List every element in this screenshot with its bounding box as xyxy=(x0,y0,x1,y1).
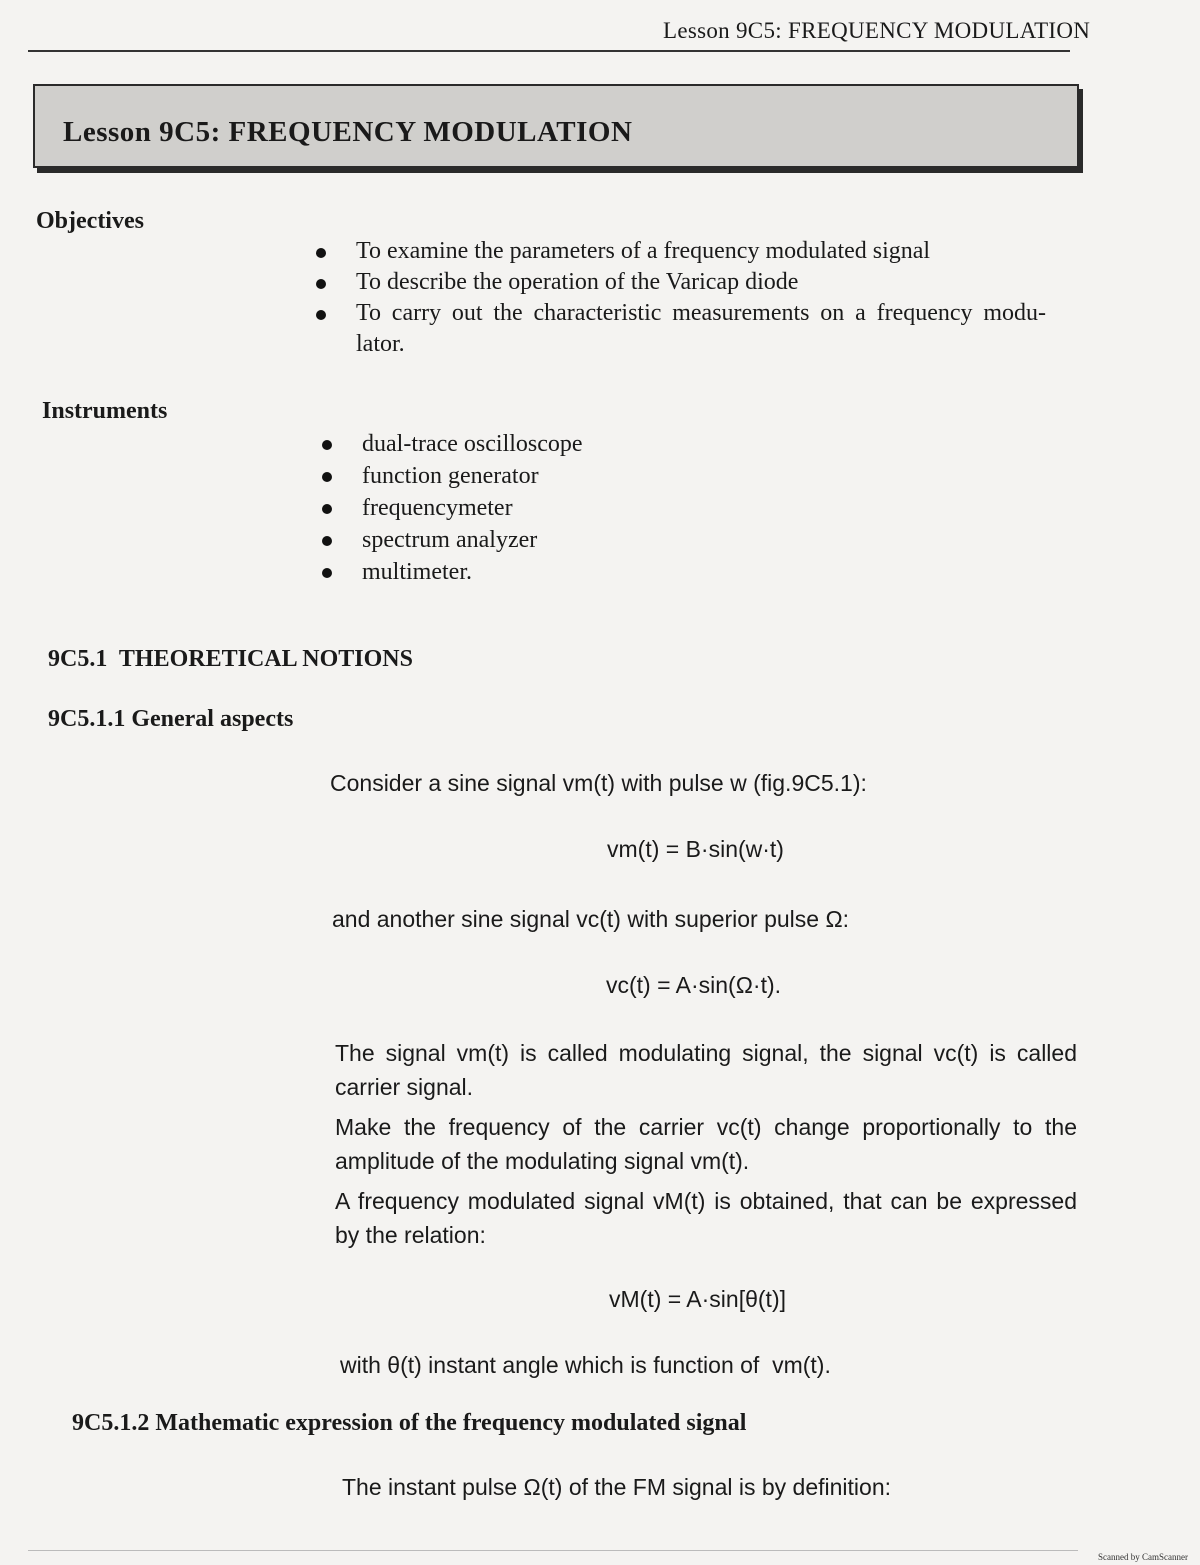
list-item: To carry out the characteristic measurements on a frequency modu-lator. xyxy=(356,298,1046,360)
list-item: To describe the operation of the Varicap diode xyxy=(356,267,1046,298)
list-item: To examine the parameters of a frequency modulated signal xyxy=(356,236,1046,267)
paragraph-instant-pulse: The instant pulse Ω(t) of the FM signal is by definition: xyxy=(342,1474,892,1500)
text-line: A frequency modulated signal vM(t) is obtained, that can be expressed by the relation: xyxy=(335,1188,1077,1248)
equation-vM: vM(t) = A·sin[θ(t)] xyxy=(609,1286,786,1312)
subsection-heading-math: 9C5.1.2 Mathematic expression of the frequency modulated signal xyxy=(72,1410,747,1436)
scanner-watermark: Scanned by CamScanner xyxy=(1098,1552,1188,1562)
text-line: The signal vm(t) is called modulating signal, the signal vc(t) is called carrier signal. xyxy=(335,1040,1077,1100)
objectives-label: Objectives xyxy=(36,208,144,234)
equation-vm: vm(t) = B·sin(w·t) xyxy=(607,836,784,862)
paragraph-instant-angle: with θ(t) instant angle which is function of vm(t). xyxy=(340,1352,831,1378)
bullet-icon xyxy=(316,279,326,289)
paragraph-carrier: and another sine signal vc(t) with superior pulse Ω: xyxy=(332,906,850,932)
running-header: Lesson 9C5: FREQUENCY MODULATION xyxy=(663,18,1091,43)
list-item: function generator xyxy=(362,460,762,492)
list-item: multimeter. xyxy=(362,556,762,588)
equation-vc: vc(t) = A·sin(Ω·t). xyxy=(606,972,782,998)
header-rule xyxy=(28,50,1070,52)
instruments-list xyxy=(362,428,762,588)
paragraph-modulating: Consider a sine signal vm(t) with pulse w (fig.9C5.1): xyxy=(330,770,867,796)
lesson-title: Lesson 9C5: FREQUENCY MODULATION xyxy=(63,116,633,148)
instruments-label: Instruments xyxy=(42,398,168,424)
bullet-icon xyxy=(322,504,332,514)
bullet-icon xyxy=(322,536,332,546)
bullet-icon xyxy=(322,440,332,450)
objectives-list xyxy=(356,236,1046,360)
list-item: spectrum analyzer xyxy=(362,524,762,556)
bullet-icon xyxy=(316,310,326,320)
list-item: frequencymeter xyxy=(362,492,762,524)
bullet-icon xyxy=(322,568,332,578)
list-item: dual-trace oscilloscope xyxy=(362,428,762,460)
subsection-heading-general: 9C5.1.1 General aspects xyxy=(48,706,294,732)
bullet-icon xyxy=(322,472,332,482)
paragraph-definitions xyxy=(335,1036,1077,1252)
footer-rule xyxy=(28,1550,1078,1551)
bullet-icon xyxy=(316,248,326,258)
section-heading-theoretical: 9C5.1 THEORETICAL NOTIONS xyxy=(48,646,413,672)
title-box xyxy=(33,84,1079,168)
text-line: Make the frequency of the carrier vc(t) change proportionally to the amplitude of the modulating signal vm(t). xyxy=(335,1114,1077,1174)
